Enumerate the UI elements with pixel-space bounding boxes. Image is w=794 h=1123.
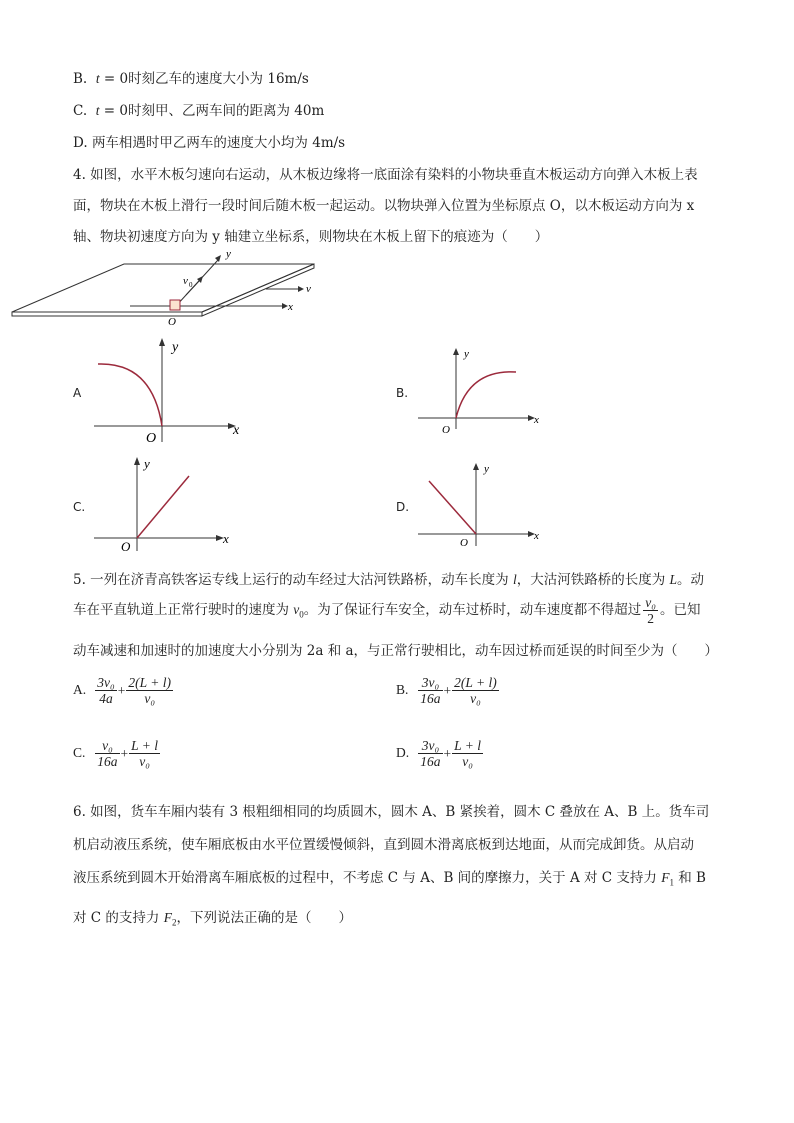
q4-option-d-tag: D. [396, 500, 410, 514]
c-y-arrow [134, 457, 140, 465]
board-side [202, 264, 314, 316]
q4-option-c-tag: C. [73, 500, 86, 514]
a-x-label: x [233, 423, 240, 438]
c-origin-label: O [121, 539, 131, 554]
d-curve [429, 481, 476, 534]
q4-option-b-tag: B. [396, 386, 409, 400]
b-x-label: x [534, 414, 539, 426]
c-y-label: y [144, 456, 150, 471]
b-y-label: y [464, 348, 469, 360]
diagram-y-label: y [226, 248, 231, 260]
q4-option-b-graph [412, 345, 552, 435]
q5-c-frac-1: $\frac{\text{v₀}}{16a}$ [97, 738, 118, 769]
diagram-v0-label: v [183, 275, 188, 287]
q4-line-3: 轴、物块初速度方向为 y 轴建立坐标系，则物块在木板上留下的痕迹为（ ） [73, 229, 549, 245]
a-y-arrow [159, 338, 165, 346]
board-top [12, 264, 314, 312]
b-curve [456, 372, 516, 418]
q4-board-diagram [70, 248, 330, 328]
q6-line-1: 6. 如图，货车车厢内装有 3 根粗细相同的均质圆木，圆木 A、B 紧挨着，圆木 C 叠放在 A、B 上。货车司 [73, 804, 710, 820]
q5-b-frac-1: $\frac{\text{3v₀}}{16a}$ [420, 675, 441, 706]
q4-line-1: 4. 如图，水平木板匀速向右运动，从木板边缘将一底面涂有染料的小物块垂直木板运动方向弹入木板上表 [73, 167, 698, 183]
diagram-v-label: v [306, 283, 311, 295]
q4-line-2: 面，物块在木板上滑行一段时间后随木板一起运动。以物块弹入位置为坐标原点 O，以木板运动方向为 x [73, 198, 695, 214]
d-y-label: y [484, 463, 489, 475]
q5-d-frac-1: $\frac{\text{3v₀}}{16a}$ [420, 738, 441, 769]
q4-option-c-graph [90, 455, 250, 555]
c-x-label: x [223, 531, 229, 546]
q4-option-a-graph [90, 338, 250, 448]
y-axis-arrow [215, 255, 221, 262]
q5-a-frac-1: $\frac{\text{3v₀}}{4a}$ [97, 675, 115, 706]
q5-b-frac-2: $\frac{2(L + l)}{\text{v₀}}$ [454, 675, 497, 706]
a-origin-label: O [146, 431, 157, 446]
q5-c-frac-2: $\frac{L + l}{\text{v₀}}$ [131, 738, 159, 769]
q6-line-3: 液压系统到圆木开始滑离车厢底板的过程中，不考虑 C 与 A、B 间的摩擦力，关于 A 对 C 支持力 $F_1$ 和 B [73, 870, 706, 888]
a-y-label: y [172, 340, 179, 355]
d-origin-label: O [460, 537, 468, 549]
c-curve [137, 476, 189, 538]
q5-line-2: 车在平直轨道上正常行驶时的速度为 $v_0$。为了保证行车安全，动车过桥时，动车速度都不得超过 $\frac{\text{v₀}}{2}$ 。已知 [73, 595, 701, 626]
d-y-arrow [473, 463, 479, 470]
q5-option-c: C. $\frac{\text{v₀}}{16a}$ + $\frac{L + l}{\text{v₀}}$ [73, 738, 159, 769]
q5-option-b: B. $\frac{\text{3v₀}}{16a}$ + $\frac{2(L + l)}{\text{v₀}}$ [396, 675, 497, 706]
block [170, 300, 180, 310]
q5-a-frac-2: $\frac{2(L + l)}{\text{v₀}}$ [128, 675, 171, 706]
q5-option-a: A. $\frac{\text{3v₀}}{4a}$ + $\frac{2(L + l)}{\text{v₀}}$ [73, 675, 171, 706]
q5-line-1: 5. 一列在济青高铁客运专线上运行的动车经过大沽河铁路桥，动车长度为 l，大沽河铁路桥的长度为 L。动 [73, 572, 705, 588]
q5-option-d: D. $\frac{\text{3v₀}}{16a}$ + $\frac{L + l}{\text{v₀}}$ [396, 738, 482, 769]
q4-option-d-graph [412, 460, 552, 550]
q3-option-b: B. t = 0时刻乙车的速度大小为 16m/s [73, 71, 309, 87]
q3-option-c: C. t = 0时刻甲、乙两车间的距离为 40m [73, 103, 325, 119]
a-curve [98, 364, 162, 426]
b-y-arrow [453, 348, 459, 355]
q3-option-d: D. 两车相遇时甲乙两车的速度大小均为 4m/s [73, 135, 346, 151]
v-arrow-head [298, 286, 304, 292]
q5-inline-fraction: $\frac{\text{v₀}}{2}$ [645, 595, 656, 626]
q6-line-2: 机启动液压系统，使车厢底板由水平位置缓慢倾斜，直到圆木滑离底板到达地面，从而完成卸货。从启动 [73, 837, 694, 853]
q5-line-3: 动车减速和加速时的加速度大小分别为 2a 和 a，与正常行驶相比，动车因过桥而延误的时间至少为（ ） [73, 643, 719, 659]
diagram-v0-sub: 0 [189, 281, 193, 289]
b-origin-label: O [442, 424, 450, 436]
q5-d-frac-2: $\frac{L + l}{\text{v₀}}$ [454, 738, 482, 769]
d-x-label: x [534, 530, 539, 542]
diagram-x-label: x [288, 301, 293, 313]
q6-line-4: 对 C 的支持力 $F_2$，下列说法正确的是（ ） [73, 910, 352, 928]
diagram-o-label: O [168, 316, 176, 328]
q4-option-a-tag: A [73, 386, 82, 400]
